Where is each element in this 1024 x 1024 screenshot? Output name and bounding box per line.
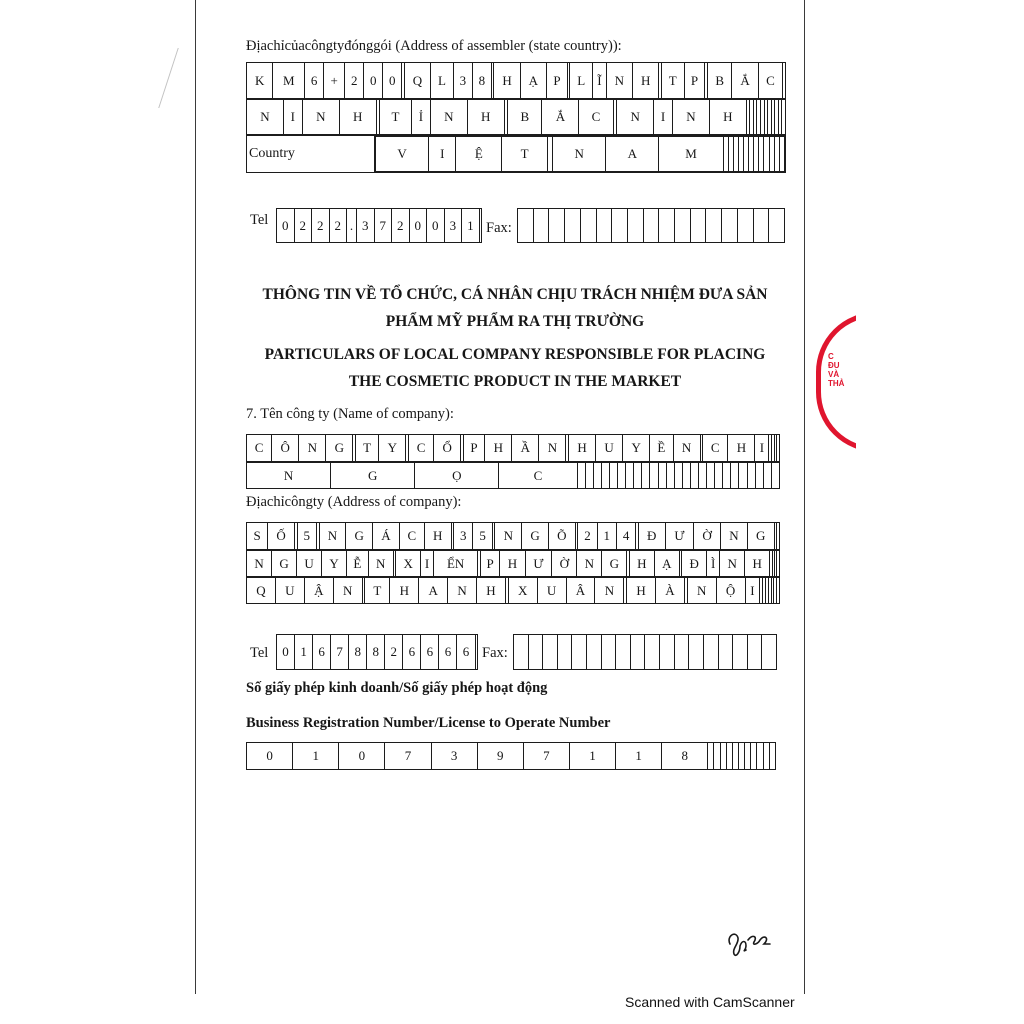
form-cell: C [499, 463, 577, 489]
form-cell: 0 [364, 63, 383, 99]
form-cell [543, 635, 558, 670]
form-cell: 0 [383, 63, 402, 99]
form-cell: K [247, 63, 273, 99]
form-cell: 0 [277, 635, 295, 670]
form-cell: I [283, 100, 302, 135]
form-cell: Ệ [456, 137, 502, 172]
form-cell: 0 [247, 743, 293, 770]
form-cell [642, 463, 650, 489]
form-cell: 0 [409, 209, 427, 243]
form-cell: P [480, 551, 500, 577]
section-title-vi-line-2: PHẨM MỸ PHẨM RA THỊ TRƯỜNG [385, 313, 645, 330]
form-cell: ỂN [434, 551, 478, 577]
form-cell: Ư [665, 523, 694, 550]
form-cell [690, 209, 706, 243]
form-cell: N [333, 578, 362, 604]
form-cell: 1 [597, 523, 616, 550]
assembler-address-row-2 [246, 99, 786, 135]
company-name-row-2 [246, 462, 780, 489]
assembler-address-heading: Địachỉcủacôngtyđónggói (Address of assembler (state country)): [246, 38, 622, 54]
form-cell: 9 [477, 743, 523, 770]
form-cell [675, 209, 691, 243]
form-cell: N [368, 551, 393, 577]
form-cell [753, 209, 769, 243]
form-cell: U [537, 578, 566, 604]
form-cell: Ố [268, 523, 295, 550]
form-cell: U [275, 578, 304, 604]
form-cell: N [687, 578, 716, 604]
form-cell: G [326, 435, 353, 462]
form-cell [475, 635, 477, 670]
form-cell [528, 635, 543, 670]
form-cell: À [656, 578, 685, 604]
form-cell: H [629, 551, 654, 577]
form-cell [782, 100, 786, 135]
form-cell [699, 463, 707, 489]
form-cell: P [547, 63, 568, 99]
form-cell: Ờ [694, 523, 721, 550]
form-cell: Y [379, 435, 406, 462]
company-address-row-2 [246, 550, 780, 577]
form-cell: N [721, 523, 748, 550]
form-cell [769, 209, 785, 243]
form-cell [634, 463, 642, 489]
form-cell: Ư [525, 551, 552, 577]
form-cell: Ậ [304, 578, 333, 604]
form-cell: P [463, 435, 484, 462]
form-cell: 2 [385, 635, 403, 670]
form-cell [659, 209, 675, 243]
form-cell: N [606, 63, 632, 99]
form-cell: N [617, 100, 654, 135]
form-cell: H [569, 435, 596, 462]
form-cell: N [302, 100, 339, 135]
form-cell [723, 463, 731, 489]
country-cells [375, 136, 785, 172]
form-cell: 6 [313, 635, 331, 670]
form-cell [739, 463, 747, 489]
form-cell: T [661, 63, 684, 99]
form-cell: P [684, 63, 705, 99]
form-cell: H [494, 63, 520, 99]
form-cell: L [570, 63, 593, 99]
form-cell: Ĩ [593, 63, 607, 99]
form-cell: H [709, 100, 746, 135]
form-cell [514, 635, 529, 670]
form-cell: N [319, 523, 346, 550]
form-cell: 2 [294, 209, 312, 243]
form-cell: 8 [367, 635, 385, 670]
form-cell: 2 [312, 209, 330, 243]
form-cell: U [596, 435, 623, 462]
form-cell [577, 463, 585, 489]
form-cell: H [500, 551, 525, 577]
form-cell [565, 209, 581, 243]
form-cell: 1 [462, 209, 480, 243]
form-cell: N [448, 578, 477, 604]
form-cell: I [654, 100, 673, 135]
company-name-heading: 7. Tên công ty (Name of company): [246, 406, 454, 422]
form-cell [707, 463, 715, 489]
form-cell: Ề [650, 435, 673, 462]
form-cell: N [495, 523, 522, 550]
form-cell: Ỉ [411, 100, 430, 135]
form-cell: Y [623, 435, 650, 462]
assembler-fax-label: Fax: [486, 220, 512, 236]
form-cell: N [247, 463, 331, 489]
form-cell: U [297, 551, 322, 577]
form-cell: H [339, 100, 376, 135]
form-cell [762, 635, 777, 670]
form-cell [722, 209, 738, 243]
form-cell: Õ [548, 523, 575, 550]
form-cell: Đ [682, 551, 707, 577]
license-label-en: Business Registration Number/License to Operate Number [246, 715, 611, 731]
form-cell [601, 463, 609, 489]
form-cell [783, 63, 786, 99]
form-cell [703, 635, 718, 670]
company-fax-cells [513, 634, 777, 670]
form-cell [616, 635, 631, 670]
scanner-watermark-text: Scanned with CamScanner [625, 994, 795, 1010]
form-cell: 3 [453, 63, 472, 99]
form-cell [674, 463, 682, 489]
form-cell: Ắ [542, 100, 579, 135]
form-cell: T [355, 435, 378, 462]
assembler-tel-cells [276, 208, 482, 243]
form-cell: 2 [578, 523, 597, 550]
form-cell [612, 209, 628, 243]
form-cell: A [606, 137, 659, 172]
form-cell: 6 [457, 635, 475, 670]
form-cell [777, 435, 780, 462]
form-cell [674, 635, 689, 670]
form-cell: C [399, 523, 424, 550]
form-cell: G [602, 551, 627, 577]
form-cell: T [365, 578, 390, 604]
form-cell: A [419, 578, 448, 604]
form-cell: N [673, 100, 710, 135]
form-cell: H [627, 578, 656, 604]
form-cell: Ạ [654, 551, 679, 577]
form-cell: C [247, 435, 272, 462]
form-cell: I [745, 578, 760, 604]
license-number-cells [246, 742, 776, 770]
form-cell: 6 [421, 635, 439, 670]
form-cell: C [758, 63, 783, 99]
form-cell: G [747, 523, 774, 550]
form-cell: H [467, 100, 504, 135]
form-cell: T [502, 137, 548, 172]
form-cell [658, 463, 666, 489]
form-cell: 1 [569, 743, 615, 770]
assembler-address-row-1 [246, 62, 786, 99]
form-cell: B [508, 100, 542, 135]
form-cell [549, 209, 565, 243]
country-label: Country [247, 136, 375, 173]
form-cell: 0 [427, 209, 445, 243]
form-cell: N [539, 435, 566, 462]
form-cell: Ờ [552, 551, 577, 577]
form-cell: Ầ [512, 435, 539, 462]
form-cell: X [396, 551, 421, 577]
form-cell: I [421, 551, 434, 577]
form-cell: N [247, 100, 284, 135]
form-cell: 0 [277, 209, 295, 243]
form-cell: 3 [356, 209, 374, 243]
form-cell: 1 [616, 743, 662, 770]
license-label-vi: Số giấy phép kinh doanh/Số giấy phép hoạt động [246, 680, 548, 696]
form-cell: 6 [439, 635, 457, 670]
form-cell: Ắ [732, 63, 758, 99]
form-cell: N [299, 435, 326, 462]
form-cell: C [408, 435, 433, 462]
form-cell: 6 [403, 635, 421, 670]
form-cell [777, 578, 780, 604]
form-cell [747, 463, 755, 489]
form-cell: C [579, 100, 613, 135]
form-cell: 1 [295, 635, 313, 670]
form-cell: H [485, 435, 512, 462]
assembler-fax-cells [517, 208, 785, 243]
form-cell: X [508, 578, 537, 604]
form-cell: G [522, 523, 549, 550]
form-cell: 8 [349, 635, 367, 670]
red-seal-stamp: C ĐU VÀ THẢ [816, 312, 856, 452]
form-cell [533, 209, 549, 243]
section-title-vi-line-1: THÔNG TIN VỀ TỔ CHỨC, CÁ NHÂN CHỊU TRÁCH NHIỆM ĐƯA SẢN [262, 286, 768, 303]
form-cell: 0 [339, 743, 385, 770]
form-cell: 8 [662, 743, 708, 770]
form-cell: Ộ [716, 578, 745, 604]
form-cell [557, 635, 572, 670]
company-address-heading: Địachỉcôngty (Address of company): [246, 494, 462, 510]
form-cell: 7 [374, 209, 392, 243]
form-cell: 7 [331, 635, 349, 670]
form-cell: N [247, 551, 272, 577]
form-cell [777, 551, 780, 577]
form-cell [479, 209, 481, 243]
form-cell [777, 523, 780, 550]
form-cell: Y [322, 551, 347, 577]
form-cell [737, 209, 753, 243]
form-cell: H [477, 578, 506, 604]
form-cell: N [720, 551, 745, 577]
form-cell: N [595, 578, 624, 604]
form-cell [643, 209, 659, 243]
form-cell [601, 635, 616, 670]
form-cell: Đ [638, 523, 665, 550]
form-cell: 8 [472, 63, 491, 99]
form-cell [618, 463, 626, 489]
form-cell: Á [373, 523, 400, 550]
form-cell [689, 635, 704, 670]
form-cell: 1 [293, 743, 339, 770]
form-cell: T [380, 100, 412, 135]
company-address-row-3 [246, 577, 780, 604]
form-cell [645, 635, 660, 670]
form-cell [731, 463, 739, 489]
form-cell: N [673, 435, 700, 462]
form-cell [660, 635, 675, 670]
form-cell [718, 635, 733, 670]
form-cell: . [347, 209, 357, 243]
form-cell [682, 463, 690, 489]
form-cell: Ì [707, 551, 720, 577]
form-cell [626, 463, 634, 489]
form-cell: G [272, 551, 297, 577]
form-cell: H [390, 578, 419, 604]
form-cell [771, 463, 779, 489]
form-cell: 3 [454, 523, 473, 550]
section-title-en-line-1: PARTICULARS OF LOCAL COMPANY RESPONSIBLE FOR PLACING [264, 346, 766, 363]
form-cell [666, 463, 674, 489]
form-cell: 2 [392, 209, 410, 243]
form-cell [630, 635, 645, 670]
form-cell: B [707, 63, 732, 99]
form-cell: I [429, 137, 456, 172]
form-cell: N [430, 100, 467, 135]
form-cell: Q [404, 63, 430, 99]
form-cell [769, 743, 775, 770]
form-cell [587, 635, 602, 670]
form-cell: H [424, 523, 451, 550]
form-cell [650, 463, 658, 489]
form-cell [715, 463, 723, 489]
form-cell [779, 137, 784, 172]
form-cell [733, 635, 748, 670]
company-tel-label: Tel [250, 645, 269, 661]
form-cell: Ô [272, 435, 299, 462]
form-cell [690, 463, 698, 489]
form-cell: 7 [385, 743, 431, 770]
form-cell: + [324, 63, 345, 99]
form-cell: N [553, 137, 606, 172]
form-cell: S [247, 523, 268, 550]
form-cell: 3 [431, 743, 477, 770]
form-cell: Ọ [415, 463, 499, 489]
form-cell [763, 463, 771, 489]
form-cell: V [376, 137, 429, 172]
form-cell: 5 [473, 523, 492, 550]
form-cell: Ổ [434, 435, 461, 462]
form-cell: 2 [329, 209, 347, 243]
form-cell [755, 463, 763, 489]
form-cell: Ễ [347, 551, 369, 577]
form-cell [518, 209, 534, 243]
form-cell [580, 209, 596, 243]
form-cell: H [632, 63, 658, 99]
form-cell: M [659, 137, 723, 172]
form-cell [585, 463, 593, 489]
form-cell: 2 [345, 63, 364, 99]
form-cell: C [703, 435, 728, 462]
form-cell: H [745, 551, 770, 577]
form-cell: N [577, 551, 602, 577]
form-cell: M [273, 63, 305, 99]
company-fax-label: Fax: [482, 645, 508, 661]
assembler-tel-label: Tel [250, 212, 269, 228]
company-tel-cells [276, 634, 478, 670]
form-cell: Q [247, 578, 276, 604]
signature-icon [724, 922, 774, 962]
form-cell: 3 [444, 209, 462, 243]
form-cell: G [346, 523, 373, 550]
form-cell: 6 [305, 63, 324, 99]
form-cell [572, 635, 587, 670]
form-cell: I [755, 435, 769, 462]
form-cell: H [728, 435, 755, 462]
form-cell [593, 463, 601, 489]
form-cell [747, 635, 762, 670]
company-name-row-1 [246, 434, 780, 462]
company-address-row-1 [246, 522, 780, 550]
form-cell: L [431, 63, 454, 99]
form-cell [627, 209, 643, 243]
form-cell: 4 [616, 523, 635, 550]
form-cell: 5 [297, 523, 316, 550]
form-cell: Ạ [520, 63, 546, 99]
section-title-en-line-2: THE COSMETIC PRODUCT IN THE MARKET [348, 373, 682, 390]
form-cell [596, 209, 612, 243]
assembler-country-row [246, 135, 786, 173]
form-cell: G [331, 463, 415, 489]
form-cell [609, 463, 617, 489]
form-cell: 7 [523, 743, 569, 770]
form-cell: Â [566, 578, 595, 604]
form-cell [706, 209, 722, 243]
